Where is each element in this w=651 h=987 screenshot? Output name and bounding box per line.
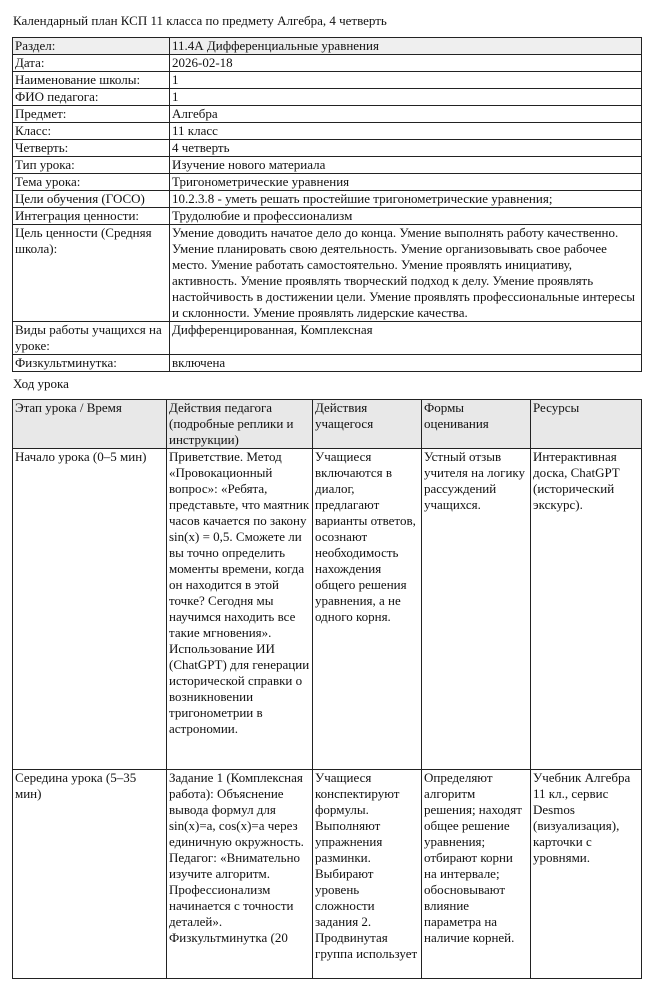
meta-label: Тип урока: (13, 157, 170, 174)
meta-value: 2026-02-18 (170, 55, 642, 72)
document-title: Календарный план КСП 11 класса по предмету Алгебра, 4 четверть (13, 13, 387, 28)
header-student-actions: Действия учащегося (313, 400, 422, 449)
meta-row-work-types (13, 322, 642, 355)
cell-teacher-actions: Задание 1 (Комплексная работа): Объяснение вывода формул для sin(x)=a, cos(x)=a через единичную окружность. Педагог: «Внимательно изучите алгоритм. Профессионализм начинается с точности деталей». Физкультминутка (20 (167, 770, 313, 979)
meta-value: Трудолюбие и профессионализм (170, 208, 642, 225)
meta-value: Тригонометрические уравнения (170, 174, 642, 191)
meta-value: 1 (170, 72, 642, 89)
table-row (13, 449, 642, 770)
header-teacher-actions: Действия педагога (подробные реплики и инструкции) (167, 400, 313, 449)
cell-assessment: Устный отзыв учителя на логику рассуждений учащихся. (422, 449, 531, 770)
meta-label: Виды работы учащихся на уроке: (13, 322, 170, 355)
cell-resources: Учебник Алгебра 11 кл., сервис Desmos (визуализация), карточки с уровнями. (531, 770, 642, 979)
cell-stage: Начало урока (0–5 мин) (13, 449, 167, 770)
meta-label: Класс: (13, 123, 170, 140)
meta-label: Цели обучения (ГОСО) (13, 191, 170, 208)
meta-label: Физкультминутка: (13, 355, 170, 372)
cell-student-actions: Учащиеся конспектируют формулы. Выполняют упражнения разминки. Выбирают уровень сложности задания 2. Продвинутая группа использует (313, 770, 422, 979)
meta-value: 10.2.3.8 - уметь решать простейшие тригонометрические уравнения; (170, 191, 642, 208)
meta-value: включена (170, 355, 642, 372)
meta-row-value-goal (13, 225, 642, 322)
meta-row-lesson-type (13, 157, 642, 174)
meta-value: Дифференцированная, Комплексная (170, 322, 642, 355)
header-resources: Ресурсы (531, 400, 642, 449)
meta-value: 11.4А Дифференциальные уравнения (170, 38, 642, 55)
meta-label: Раздел: (13, 38, 170, 55)
meta-row-exercise-break (13, 355, 642, 372)
meta-label: Четверть: (13, 140, 170, 157)
meta-value: Умение доводить начатое дело до конца. Умение выполнять работу качественно. Умение планировать свою деятельность. Умение организовывать свое рабочее место. Умение работать самостоятельно. Умение проявлять инициативу, активность. Умение проявлять творческий подход к делу. Умение проявлять настойчивость в достижении цели. Умение проявлять профессиональные интересы и склонности. Умение проявлять лидерские качества. (170, 225, 642, 322)
lesson-meta-table (12, 37, 642, 372)
lesson-progress-title: Ход урока (13, 376, 69, 391)
meta-value: 4 четверть (170, 140, 642, 157)
meta-row-grade (13, 123, 642, 140)
meta-label: Цель ценности (Средняя школа): (13, 225, 170, 322)
meta-value: Изучение нового материала (170, 157, 642, 174)
meta-row-quarter (13, 140, 642, 157)
cell-student-actions: Учащиеся включаются в диалог, предлагают варианты ответов, осознают необходимость нахождения общего решения уравнения, а не одного корня. (313, 449, 422, 770)
header-stage: Этап урока / Время (13, 400, 167, 449)
meta-value: 11 класс (170, 123, 642, 140)
meta-label: Интеграция ценности: (13, 208, 170, 225)
meta-row-school (13, 72, 642, 89)
meta-row-value-integration (13, 208, 642, 225)
cell-teacher-actions: Приветствие. Метод «Провокационный вопрос»: «Ребята, представьте, что маятник часов качается по закону sin(x) = 0,5. Сможете ли вы точно определить моменты времени, когда он находится в этой точке? Сегодня мы научимся находить все такие мгновения». Использование ИИ (ChatGPT) для генерации исторической справки о возникновении тригонометрии в астрономии. (167, 449, 313, 770)
meta-label: Наименование школы: (13, 72, 170, 89)
cell-resources: Интерактивная доска, ChatGPT (исторический экскурс). (531, 449, 642, 770)
lesson-plan-table (12, 399, 642, 979)
meta-row-date (13, 55, 642, 72)
cell-stage: Середина урока (5–35 мин) (13, 770, 167, 979)
meta-value: 1 (170, 89, 642, 106)
meta-row-topic (13, 174, 642, 191)
meta-row-teacher (13, 89, 642, 106)
meta-row-goals (13, 191, 642, 208)
header-assessment: Формы оценивания (422, 400, 531, 449)
meta-row-subject (13, 106, 642, 123)
meta-row-section (13, 38, 642, 55)
table-row (13, 770, 642, 979)
lesson-table-header (13, 400, 642, 449)
meta-label: Тема урока: (13, 174, 170, 191)
meta-label: ФИО педагога: (13, 89, 170, 106)
meta-label: Дата: (13, 55, 170, 72)
meta-value: Алгебра (170, 106, 642, 123)
cell-assessment: Определяют алгоритм решения; находят общее решение уравнения; отбирают корни на интервале; обосновывают влияние параметра на наличие корней. (422, 770, 531, 979)
meta-label: Предмет: (13, 106, 170, 123)
